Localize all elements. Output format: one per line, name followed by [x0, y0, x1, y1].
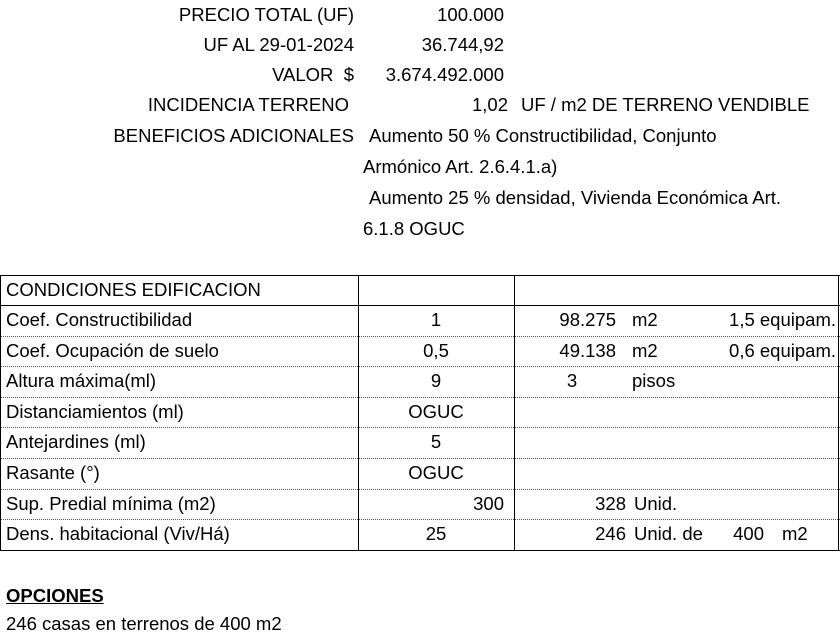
row-unit: m2 — [632, 309, 658, 330]
table-header: CONDICIONES EDIFICACION — [6, 279, 261, 300]
row-extra-num: 400 — [733, 523, 764, 544]
table-border-left — [0, 275, 1, 551]
beneficios-label: BENEFICIOS ADICIONALES — [113, 125, 354, 146]
row-value: OGUC — [408, 462, 464, 483]
row-value: 1 — [430, 309, 442, 330]
row-label: Dens. habitacional (Viv/Há) — [6, 523, 230, 544]
row-value: OGUC — [408, 401, 464, 422]
row-value: 25 — [425, 523, 447, 544]
row-label: Rasante (°) — [6, 462, 100, 483]
uf-al-label: UF AL 29-01-2024 — [203, 34, 354, 55]
precio-total-label: PRECIO TOTAL (UF) — [178, 4, 354, 25]
incidencia-value: 1,02 — [471, 94, 508, 115]
incidencia-label: INCIDENCIA TERRENO — [147, 94, 349, 115]
row-label: Coef. Constructibilidad — [6, 309, 193, 330]
valor-currency: $ — [343, 64, 354, 85]
opciones-title: OPCIONES — [6, 585, 104, 606]
row-value: 9 — [430, 370, 442, 391]
beneficios-line-4: 6.1.8 OGUC — [363, 218, 465, 239]
condiciones-table — [0, 275, 840, 551]
beneficios-line-1: Aumento 50 % Constructibilidad, Conjunto — [369, 125, 717, 146]
row-extra-unit: m2 — [782, 523, 808, 544]
row-num: 49.138 — [559, 340, 616, 361]
row-num: 3 — [566, 370, 578, 391]
row-label: Antejardines (ml) — [6, 431, 146, 452]
row-extra: 0,6 equipam. — [729, 340, 836, 361]
row-unit: Unid. — [634, 493, 678, 514]
row-value: 5 — [430, 431, 442, 452]
table-border-right — [838, 275, 839, 551]
row-unit: pisos — [632, 370, 676, 391]
row-unit: m2 — [632, 340, 658, 361]
valor-label-text: VALOR — [272, 64, 334, 85]
uf-al-value: 36.744,92 — [421, 34, 504, 55]
row-num: 98.275 — [559, 309, 616, 330]
row-label: Altura máxima(ml) — [6, 370, 157, 391]
row-label: Coef. Ocupación de suelo — [6, 340, 219, 361]
row-num: 246 — [595, 523, 626, 544]
row-label: Distanciamientos (ml) — [6, 401, 184, 422]
row-num: 328 — [595, 493, 626, 514]
row-unit: Unid. de — [634, 523, 703, 544]
row-value: 0,5 — [423, 340, 449, 361]
incidencia-unit: UF / m2 DE TERRENO VENDIBLE — [521, 94, 810, 115]
beneficios-line-3: Aumento 25 % densidad, Vivienda Económica Art. — [369, 187, 782, 208]
row-value: 300 — [473, 493, 504, 514]
column-divider — [514, 275, 515, 551]
row-label: Sup. Predial mínima (m2) — [6, 493, 216, 514]
valor-value: 3.674.492.000 — [385, 64, 504, 85]
beneficios-line-2: Armónico Art. 2.6.4.1.a) — [363, 156, 558, 177]
valor-label — [272, 64, 354, 86]
precio-total-value: 100.000 — [437, 4, 504, 25]
table-border-bottom — [0, 550, 840, 551]
opciones-line: 246 casas en terrenos de 400 m2 — [6, 613, 282, 634]
row-extra: 1,5 equipam. — [729, 309, 836, 330]
